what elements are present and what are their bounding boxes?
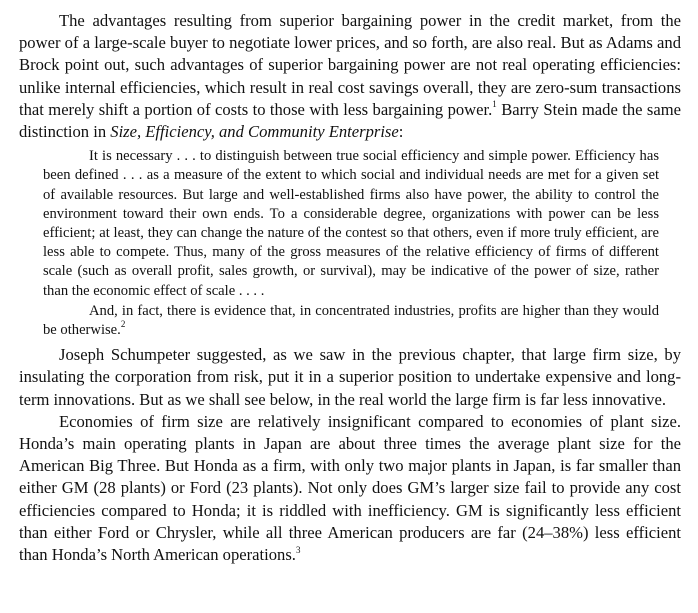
paragraph-1-text-a: The advantages resulting from superior bargaining power in the credit market, from the power of a large-scale buyer to negotiate lower prices, and so forth, are also real. But as Adams and Brock point out, such advantages of superior bargaining power are not real operating efficiencies: unlike internal efficiencies, which result in real cost savings overall, they are zero-sum transactions that merely shift a portion of costs to those with less bargaining power. [19,11,681,119]
footnote-ref-2: 2 [120,319,126,330]
paragraph-2: Joseph Schumpeter suggested, as we saw in the previous chapter, that large firm size, by insulating the corporation from risk, put it in a superior position to undertake expensive and long-term innovations. But as we shall see below, in the real world the large firm is far less innovative. [19,345,681,409]
book-title: Size, Efficiency, and Community Enterprise [110,122,399,142]
block-quote-para-2 [43,302,659,340]
document-page [19,10,681,566]
block-quote-para-1: It is necessary . . . to distinguish between true social efficiency and simple power. Efficiency has been defined . . . as a measure of the extent to which social and individual needs are met for a given set of available resources. But large and well-established firms also have power, the ability to control the environment toward their own ends. To a considerable degree, organizations with power can be less efficient; at least, they can change the nature of the contest so that others, even if more truly efficient, are less able to compete. Thus, many of the gross measures of the relative efficiency of firms of different scale (such as overall profit, sales growth, or survival), may be indicative of the power of size, rather than the economic effect of scale . . . . [43,148,659,299]
block-quote-para-2-text: And, in fact, there is evidence that, in concentrated industries, profits are higher than they would be otherwise. [43,302,659,339]
paragraph-3 [19,411,681,566]
footnote-ref-3: 3 [295,544,301,555]
block-quote [19,147,681,340]
paragraph-1 [19,10,681,143]
paragraph-1-text-c: : [398,122,404,142]
footnote-ref-1: 1 [492,99,497,110]
paragraph-3-text: Economies of firm size are relatively insignificant compared to economies of plant size. Honda’s main operating plants in Japan are about three times the average plant size for the American Big Three. But Honda as a firm, with only two major plants in Japan, is far smaller than either GM (28 plants) or Ford (23 plants). Not only does GM’s larger size fail to provide any cost efficiencies compared to Honda; it is riddled with inefficiency. GM is significantly less efficient than either Ford or Chrysler, while all three American producers are far (24–38%) less efficient than Honda’s North American operations. [19,411,681,565]
paragraph-1-text-b: Barry Stein made the same distinction in [19,99,682,142]
